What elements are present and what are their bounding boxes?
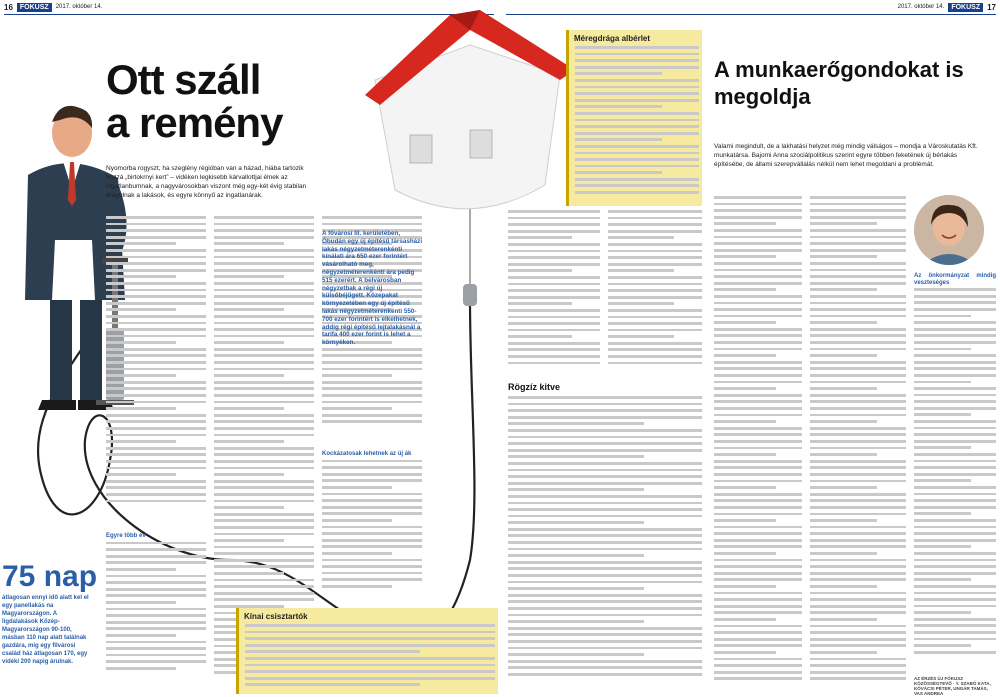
stat-callout	[2, 562, 97, 666]
middle-column-1	[508, 210, 600, 374]
middle-column-2	[608, 210, 702, 374]
chinese-buyers-title: Kínai csisztartók	[244, 612, 308, 621]
stat-number: 75 nap	[2, 560, 98, 593]
left-column-1	[106, 216, 206, 512]
right-lead: Valami megindult, de a lakhatási helyzet még mindig válságos – mondja a Városkutatás Kft. munkatársa. Bajomi Anna szociálpolitikus szerint egyre többen feketének új bérlakás építésébe, de állami szerepvállalás nélkül nem lehet megoldani a problémát.	[714, 143, 978, 168]
section-2-title: Rögzíz kitve	[508, 382, 561, 392]
expensive-rent-title: Méregdrága albérlet	[574, 34, 651, 43]
chinese-buyers-box	[236, 608, 498, 694]
issue-date-left: 2017. október 14.	[55, 4, 103, 10]
left-page-number: 16	[4, 2, 13, 12]
right-subhead: Az önkormányzat mindig veszteséges	[914, 273, 996, 286]
left-subhead-2: Kockázatosak lehetnek az új ák	[322, 451, 412, 457]
left-lead: Nyomorba rogyszt, ha szeglény régióban van a házad, hiába tartozik hozzá „birtokrnyi kert” – vidéken legkisebb kárvallottjai élnek az ingatlanbumnak, a nagyvárosokban viszont még egy-két évig stabilan drágulnak a lakások, és egyre könnyű az ingatlanárak.	[106, 165, 307, 199]
right-column-1	[714, 196, 802, 692]
issue-date-right: 2017. október 14.	[897, 4, 945, 10]
left-headline	[106, 58, 296, 144]
house-balloon-icon	[365, 0, 575, 209]
left-column-1b	[106, 530, 206, 690]
stat-description: átlagosan ennyi idő alatt kel el egy panellakás na Magyarországon. A ligdalakások Közép-Magyarországon 90-100, másban 110 nap alatt találnak gazdára, míg egy filvárosi család ház átlagosan 170, egy vidéki 200 napig árulnak.	[2, 595, 89, 665]
expensive-rent-text	[575, 46, 699, 202]
right-headline-line-2: megoldja	[714, 84, 811, 109]
valve-icon	[463, 284, 477, 306]
portrait-icon	[914, 195, 984, 265]
right-column-3	[914, 270, 996, 670]
right-column-2	[810, 196, 906, 692]
right-headline	[714, 56, 984, 110]
chinese-buyers-text	[245, 624, 495, 690]
left-headline-line-2: a remény	[106, 99, 283, 146]
right-footer-credits: AZ ÉRZÉS ÚJ FÓKUSZ KÖZÖSSÉGTEVŐ · Y. SZABÓ KATA, KÓVÁCSI PÉTER, UNGÁR TAMÁS, VAS ANDREA	[914, 676, 991, 696]
right-headline-line-1: A munkaerőgondokat is	[714, 57, 964, 82]
interviewee-portrait	[914, 195, 984, 265]
left-subhead-1: Egyre több év	[106, 533, 146, 539]
right-page-number: 17	[987, 2, 996, 12]
expensive-rent-box	[566, 30, 702, 206]
left-highlight-box: A fővárosi III. kerületében, Óbudán egy új építésű társasházi lakás négyzetméterenkénti kínálati ára 650 ezer forintért vásárolható meg, négyzetméterenkénti ára pedig 515 ezerért. A belvárosban négyzetbak a régi új külsőbéjűgett. Közepakat környezetében egy új építésű lakás négyzetméterenkénti 550-700 ezer forintért is elkelhetnek, addig régi építésű lejtalakásnál a tarifa 400 ezer forint is lehet a környéken.	[322, 230, 423, 347]
middle-section-2-text	[508, 396, 702, 692]
left-headline-line-1: Ott száll	[106, 56, 261, 103]
magazine-logo-right: FÓKUSZ	[948, 3, 983, 12]
left-column-3b	[322, 448, 422, 608]
magazine-logo-left: FÓKUSZ	[17, 3, 52, 12]
